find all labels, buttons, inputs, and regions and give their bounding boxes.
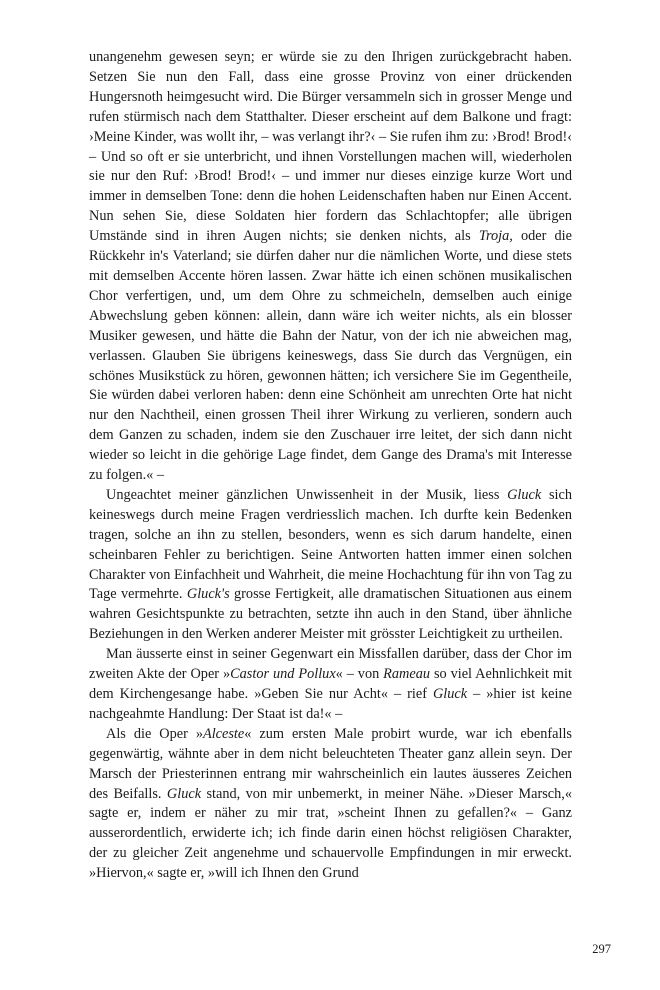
italic-text: Gluck	[166, 785, 202, 802]
body-text: « zum ersten Male probirt wurde, war ich ebenfalls gegenwärtig, wähnte aber in dem nicht beleuchteten Theater ganz allein seyn. Der Marsch der Priesterinnen entrang mir wahrscheinlich ein lautes äusseres Zeichen des Beifalls.	[89, 725, 572, 802]
body-text: – »hier ist keine nachgeahmte Handlung: Der Staat ist da!« –	[89, 686, 572, 722]
italic-text: Rameau	[383, 666, 431, 683]
body-text: « – von	[335, 666, 384, 683]
body-text: stand, von mir unbemerkt, in meiner Nähe. »Dieser Marsch,« sagte er, indem er näher zu mir trat, »scheint Ihnen zu gefallen?« – Ganz ausserordentlich, erwiderte ich; ich finde darin einen höchst religiösen Charakter, der zu gleicher Zeit angenehme und schauervolle Empfindungen in mir erweckt. »Hiervon,« sagte er, »will ich Ihnen den Grund	[89, 785, 573, 882]
italic-text: Gluck	[432, 686, 468, 702]
body-text: sich keineswegs durch meine Fragen verdriesslich machen. Ich durfte kein Bedenken tragen, solche an ihn zu stellen, besonders, wenn es sich darum handelte, einen scheinbaren Fehler zu berichtigen. Seine Antworten hatten immer einen solchen Charakter von Einfachheit und Wahrheit, die meine Hochachtung für ihn von Tag zu Tage vermehrte.	[89, 486, 572, 603]
page-text	[89, 48, 572, 884]
italic-text: Troja,	[478, 228, 513, 245]
body-text: Als die Oper »	[106, 725, 203, 742]
body-text: unangenehm gewesen seyn; er würde sie zu den Ihrigen zurückgebracht haben. Setzen Sie nun den Fall, dass eine grosse Provinz von einer drückenden Hungersnoth heimgesucht wird. Die Bürger versammeln sich in grosser Menge und rufen stürmisch nach dem Statthalter. Dieser erscheint auf dem Balkone und fragt: ›Meine Kinder, was wollt ihr, – was verlangt ihr?‹ – Sie rufen ihm zu: ›Brod! Brod!‹ – Und so oft er sie unterbricht, und ihnen Vorstellungen machen will, wiederholen sie nur den Ruf: ›Brod! Brod!‹ – und immer nur dieses einzige kurze Wort und immer in demselben Tone: denn die hohen Leidenschaften haben nur Einen Accent. Nun sehen Sie, diese Soldaten hier fordern das Schlachtopfer; alle übrigen Umstände sind in ihren Augen nichts; sie denken nichts, als	[89, 49, 572, 245]
italic-text: Alceste	[202, 725, 245, 742]
body-text: oder die Rückkehr in's Vaterland; sie dürfen daher nur die nämlichen Worte, und diese stets mit demselben Accente hören lassen. Zwar hätte ich einen schönen musikalischen Chor verfertigen, und, um dem Ohre zu schmeicheln, demselben auch einige Abwechslung geben können: allein, dann wäre ich weiter nichts, als ein blosser Musiker gewesen, und hätte die Bahn der Natur, von der ich nie abweichen mag, verlassen. Glauben Sie übrigens keineswegs, dass Sie durch das Vergnügen, ein schönes Musikstück zu hören, gewonnen hätten; ich versichere Sie im Gegentheile, Sie würden dabei verloren haben: denn eine Schönheit am unrechten Orte hat nicht nur den Nachtheil, einen grossen Theil ihrer Wirkung zu verlieren, sondern auch dem Ganzen zu schaden, indem sie den Zuschauer irre leitet, der sich dann nicht wieder so leicht in die gehörige Lage findet, dem Gange des Drama's mit Interesse zu folgen.« –	[89, 228, 572, 484]
page-number: 297	[592, 942, 611, 956]
body-text: Ungeachtet meiner gänzlichen Unwissenheit in der Musik, liess	[106, 486, 508, 503]
paragraph	[89, 725, 572, 884]
body-text: so viel Aehnlichkeit mit dem Kirchengesange habe. »Geben Sie nur Acht« – rief	[89, 666, 572, 702]
body-text: Man äusserte einst in seiner Gegenwart ein Missfallen darüber, dass der Chor im zweiten Akte der Oper »	[89, 646, 572, 683]
paragraph	[89, 48, 572, 486]
paragraph	[89, 486, 572, 645]
italic-text: Gluck's	[186, 586, 230, 603]
body-text: grosse Fertigkeit, alle dramatischen Situationen aus einem wahren Gesichtspunkte zu betrachten, setzte ihn auch in den Stand, über ähnliche Beziehungen in den Werken anderer Meister mit grösster Leichtigkeit zu urtheilen.	[89, 586, 572, 643]
italic-text: Castor und Pollux	[230, 666, 336, 683]
paragraph	[89, 645, 572, 725]
italic-text: Gluck	[507, 486, 542, 503]
